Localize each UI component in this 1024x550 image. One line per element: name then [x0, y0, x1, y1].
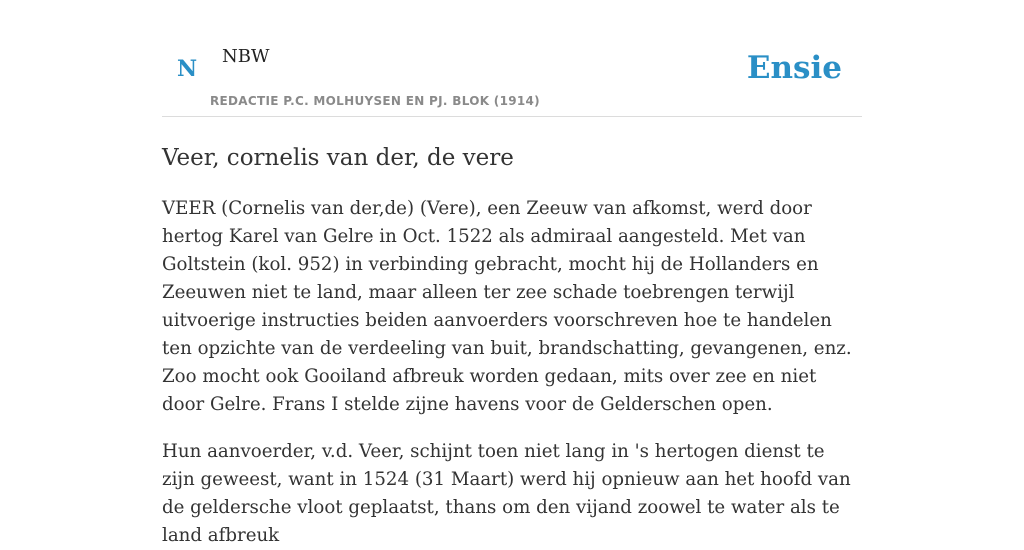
- source-subtitle: REDACTIE P.C. MOLHUYSEN EN PJ. BLOK (1914): [210, 94, 540, 108]
- page-container: [162, 0, 862, 550]
- article-paragraph: VEER (Cornelis van der,de) (Vere), een Zeeuw van afkomst, werd door hertog Karel van Gelre in Oct. 1522 als admiraal aangesteld. Met van Goltstein (kol. 952) in verbinding gebracht, mocht hij de Hollanders en Zeeuwen niet te land, maar alleen ter zee schade toebrengen terwijl uitvoerige instructies beiden aanvoerders voorschreven hoe te handelen ten opzichte van de verdeeling van buit, brandschatting, gevangenen, enz. Zoo mocht ook Gooiland afbreuk worden gedaan, mits over zee en niet door Gelre. Frans I stelde zijne havens voor de Gelderschen open.: [162, 198, 852, 415]
- source-header: [162, 0, 862, 117]
- page-title: Veer, cornelis van der, de vere: [162, 145, 514, 171]
- brand-logo[interactable]: Ensie: [746, 50, 842, 86]
- source-logo[interactable]: N: [177, 56, 198, 82]
- article-body: [162, 195, 862, 550]
- article-paragraph: Hun aanvoerder, v.d. Veer, schijnt toen niet lang in 's hertogen dienst te zijn geweest, want in 1524 (31 Maart) werd hij opnieuw aan het hoofd van de geldersche vloot geplaatst, thans om den vijand zoowel te water als te land afbreuk: [162, 441, 851, 546]
- source-title[interactable]: NBW: [222, 46, 270, 67]
